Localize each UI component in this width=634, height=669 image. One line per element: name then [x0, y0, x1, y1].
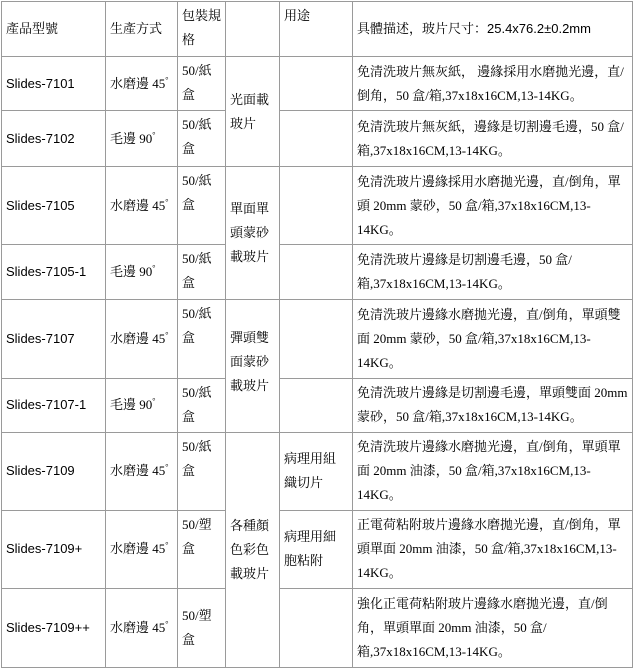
table-row [2, 245, 633, 300]
description-cell: 免清洗玻片邊緣水磨拋光邊，直/倒角，單頭單面 20mm 油漆，50 盒/箱,37x18x16CM,13-14KG。 [353, 432, 633, 510]
method-cell: 毛邊 90° [106, 378, 178, 432]
group-cell: 光面載玻片 [226, 57, 280, 167]
description-cell: 免清洗玻片邊緣採用水磨拋光邊，直/倒角，單頭 20mm 蒙砂，50 盒/箱,37x18x16CM,13-14KG。 [353, 167, 633, 245]
model-cell: Slides-7109++ [2, 588, 106, 667]
usage-cell [280, 111, 353, 167]
packing-cell: 50/紙盒 [178, 111, 226, 167]
table-row [2, 111, 633, 167]
product-spec-table [1, 1, 633, 668]
model-cell: Slides-7101 [2, 57, 106, 111]
model-cell: Slides-7109 [2, 432, 106, 510]
method-cell: 毛邊 90° [106, 245, 178, 300]
usage-cell [280, 588, 353, 667]
description-cell: 免清洗玻片邊緣是切割邊毛邊，單頭雙面 20mm 蒙砂，50 盒/箱,37x18x16CM,13-14KG。 [353, 378, 633, 432]
model-cell: Slides-7102 [2, 111, 106, 167]
description-cell: 免清洗玻片無灰紙， 邊緣採用水磨拋光邊，直/倒角，50 盒/箱,37x18x16CM,13-14KG。 [353, 57, 633, 111]
table-row [2, 300, 633, 378]
table-row [2, 588, 633, 667]
header-method: 生產方式 [106, 2, 178, 57]
usage-cell: 病理用組織切片 [280, 432, 353, 510]
packing-cell: 50/紙盒 [178, 432, 226, 510]
usage-cell [280, 378, 353, 432]
group-cell: 單面單頭蒙砂載玻片 [226, 167, 280, 300]
header-packing: 包裝規格 [178, 2, 226, 57]
header-blank [226, 2, 280, 57]
method-cell: 水磨邊 45° [106, 588, 178, 667]
model-cell: Slides-7109+ [2, 510, 106, 588]
method-cell: 水磨邊 45° [106, 300, 178, 378]
header-model: 產品型號 [2, 2, 106, 57]
header-row [2, 2, 633, 57]
packing-cell: 50/紙盒 [178, 167, 226, 245]
packing-cell: 50/紙盒 [178, 245, 226, 300]
packing-cell: 50/紙盒 [178, 378, 226, 432]
method-cell: 水磨邊 45° [106, 432, 178, 510]
method-cell: 水磨邊 45° [106, 167, 178, 245]
table-row [2, 510, 633, 588]
packing-cell: 50/塑盒 [178, 510, 226, 588]
description-cell: 免清洗玻片無灰紙，邊緣是切割邊毛邊，50 盒/箱,37x18x16CM,13-14KG。 [353, 111, 633, 167]
usage-cell [280, 300, 353, 378]
usage-cell [280, 57, 353, 111]
group-cell: 各種顏色彩色載玻片 [226, 432, 280, 667]
model-cell: Slides-7105-1 [2, 245, 106, 300]
packing-cell: 50/紙盒 [178, 300, 226, 378]
header-usage: 用途 [280, 2, 353, 57]
packing-cell: 50/紙盒 [178, 57, 226, 111]
usage-cell [280, 167, 353, 245]
usage-cell: 病理用細胞粘附 [280, 510, 353, 588]
table-row [2, 167, 633, 245]
table-row [2, 432, 633, 510]
group-cell: 彈頭雙面蒙砂載玻片 [226, 300, 280, 432]
model-cell: Slides-7107 [2, 300, 106, 378]
model-cell: Slides-7105 [2, 167, 106, 245]
description-cell: 免清洗玻片邊緣是切割邊毛邊，50 盒/箱,37x18x16CM,13-14KG。 [353, 245, 633, 300]
method-cell: 水磨邊 45° [106, 510, 178, 588]
packing-cell: 50/塑盒 [178, 588, 226, 667]
table-row [2, 57, 633, 111]
usage-cell [280, 245, 353, 300]
header-description: 具體描述，玻片尺寸：25.4x76.2±0.2mm [353, 2, 633, 57]
model-cell: Slides-7107-1 [2, 378, 106, 432]
description-cell: 正電荷粘附玻片邊緣水磨拋光邊，直/倒角，單頭單面 20mm 油漆，50 盒/箱,37x18x16CM,13-14KG。 [353, 510, 633, 588]
method-cell: 水磨邊 45° [106, 57, 178, 111]
method-cell: 毛邊 90° [106, 111, 178, 167]
description-cell: 免清洗玻片邊緣水磨拋光邊，直/倒角，單頭雙面 20mm 蒙砂，50 盒/箱,37x18x16CM,13-14KG。 [353, 300, 633, 378]
description-cell: 強化正電荷粘附玻片邊緣水磨拋光邊，直/倒角，單頭單面 20mm 油漆，50 盒/箱,37x18x16CM,13-14KG。 [353, 588, 633, 667]
table-row [2, 378, 633, 432]
